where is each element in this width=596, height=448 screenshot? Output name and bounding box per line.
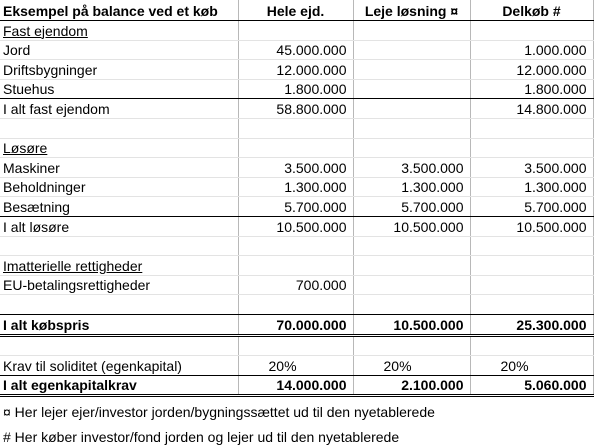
section-label-cell[interactable] <box>0 138 238 158</box>
section-row-immaterielle <box>0 256 593 276</box>
value-hele[interactable]: 70.000.000 <box>238 314 353 335</box>
row-label[interactable]: Beholdninger <box>0 177 238 197</box>
row-label[interactable]: EU-betalingsrettigheder <box>0 275 238 295</box>
value-delkob[interactable]: 3.500.000 <box>470 158 593 178</box>
table-row <box>0 40 593 60</box>
value-hele[interactable]: 20% <box>238 356 353 376</box>
cell[interactable] <box>470 256 593 276</box>
row-label[interactable]: I alt købspris <box>0 314 238 335</box>
cell[interactable] <box>0 335 238 356</box>
cell[interactable] <box>470 21 593 41</box>
row-label[interactable]: Maskiner <box>0 158 238 178</box>
cell[interactable] <box>353 335 470 356</box>
cell[interactable] <box>470 335 593 356</box>
cell[interactable] <box>238 21 353 41</box>
total-row-egenkapital <box>0 375 593 396</box>
blank-row <box>0 335 593 356</box>
blank-row <box>0 295 593 315</box>
row-label[interactable]: Driftsbygninger <box>0 60 238 80</box>
cell[interactable] <box>353 256 470 276</box>
cell[interactable] <box>238 118 353 138</box>
row-label[interactable]: Stuehus <box>0 79 238 99</box>
value-delkob[interactable]: 14.800.000 <box>470 99 593 119</box>
value-hele[interactable]: 14.000.000 <box>238 375 353 396</box>
row-label[interactable]: Besætning <box>0 197 238 217</box>
section-label-cell[interactable] <box>0 21 238 41</box>
value-leje[interactable]: 1.300.000 <box>353 177 470 197</box>
value-delkob[interactable]: 25.300.000 <box>470 314 593 335</box>
table-row <box>0 79 593 99</box>
value-delkob[interactable] <box>470 275 593 295</box>
blank-row <box>0 236 593 256</box>
row-label[interactable]: I alt fast ejendom <box>0 99 238 119</box>
section-label: Løsøre <box>3 140 48 157</box>
total-row-kobspris <box>0 314 593 335</box>
header-row <box>0 0 593 21</box>
value-leje[interactable]: 20% <box>353 356 470 376</box>
value-delkob[interactable]: 5.700.000 <box>470 197 593 217</box>
column-header-hele[interactable]: Hele ejd. <box>238 0 353 21</box>
section-label: Imatterielle rettigheder <box>3 257 143 274</box>
section-row-fast-ejendom <box>0 21 593 41</box>
value-hele[interactable]: 10.500.000 <box>238 216 353 236</box>
total-row-losore <box>0 216 593 236</box>
value-hele[interactable]: 12.000.000 <box>238 60 353 80</box>
value-leje[interactable]: 10.500.000 <box>353 314 470 335</box>
value-leje[interactable]: 3.500.000 <box>353 158 470 178</box>
value-delkob[interactable]: 10.500.000 <box>470 216 593 236</box>
value-hele[interactable]: 58.800.000 <box>238 99 353 119</box>
value-leje[interactable] <box>353 40 470 60</box>
value-delkob[interactable]: 1.300.000 <box>470 177 593 197</box>
cell[interactable] <box>0 236 238 256</box>
value-leje[interactable]: 10.500.000 <box>353 216 470 236</box>
section-label-cell[interactable] <box>0 256 238 276</box>
table-row <box>0 177 593 197</box>
cell[interactable] <box>353 118 470 138</box>
value-leje[interactable] <box>353 79 470 99</box>
value-delkob[interactable]: 5.060.000 <box>470 375 593 396</box>
cell[interactable] <box>353 295 470 315</box>
value-delkob[interactable]: 1.800.000 <box>470 79 593 99</box>
table-row <box>0 197 593 217</box>
cell[interactable] <box>238 236 353 256</box>
value-leje[interactable] <box>353 99 470 119</box>
total-row-fast-ejendom <box>0 99 593 119</box>
value-delkob[interactable]: 1.000.000 <box>470 40 593 60</box>
cell[interactable] <box>470 236 593 256</box>
cell[interactable] <box>353 138 470 158</box>
value-hele[interactable]: 1.300.000 <box>238 177 353 197</box>
column-header-leje[interactable]: Leje løsning ¤ <box>353 0 470 21</box>
blank-row <box>0 118 593 138</box>
cell[interactable] <box>470 138 593 158</box>
cell[interactable] <box>353 236 470 256</box>
value-leje[interactable]: 5.700.000 <box>353 197 470 217</box>
cell[interactable] <box>0 118 238 138</box>
section-label: Fast ejendom <box>3 22 88 39</box>
value-hele[interactable]: 45.000.000 <box>238 40 353 60</box>
value-leje[interactable]: 2.100.000 <box>353 375 470 396</box>
cell[interactable] <box>238 295 353 315</box>
cell[interactable] <box>0 295 238 315</box>
table-row <box>0 275 593 295</box>
cell[interactable] <box>238 138 353 158</box>
value-hele[interactable]: 700.000 <box>238 275 353 295</box>
row-label[interactable]: I alt løsøre <box>0 216 238 236</box>
cell[interactable] <box>238 256 353 276</box>
value-delkob[interactable]: 20% <box>470 356 593 376</box>
value-leje[interactable] <box>353 275 470 295</box>
table-title[interactable]: Eksempel på balance ved et køb <box>0 0 238 21</box>
value-hele[interactable]: 5.700.000 <box>238 197 353 217</box>
row-label[interactable]: Krav til soliditet (egenkapital) <box>0 356 238 376</box>
value-delkob[interactable]: 12.000.000 <box>470 60 593 80</box>
table-row-soliditet <box>0 356 593 376</box>
cell[interactable] <box>470 118 593 138</box>
value-leje[interactable] <box>353 60 470 80</box>
cell[interactable] <box>353 21 470 41</box>
footnote-leje[interactable]: ¤ Her lejer ejer/investor jorden/bygningssættet ud til den nyetablerede <box>3 404 435 420</box>
row-label[interactable]: Jord <box>0 40 238 60</box>
cell[interactable] <box>238 335 353 356</box>
table-row <box>0 158 593 178</box>
cell[interactable] <box>470 295 593 315</box>
section-row-losore <box>0 138 593 158</box>
row-label[interactable]: I alt egenkapitalkrav <box>0 375 238 396</box>
value-hele[interactable]: 3.500.000 <box>238 158 353 178</box>
footnote-delkob[interactable]: # Her køber investor/fond jorden og lejer ud til den nyetablerede <box>3 429 400 445</box>
column-header-delkob[interactable]: Delkøb # <box>470 0 593 21</box>
table-row <box>0 60 593 80</box>
value-hele[interactable]: 1.800.000 <box>238 79 353 99</box>
